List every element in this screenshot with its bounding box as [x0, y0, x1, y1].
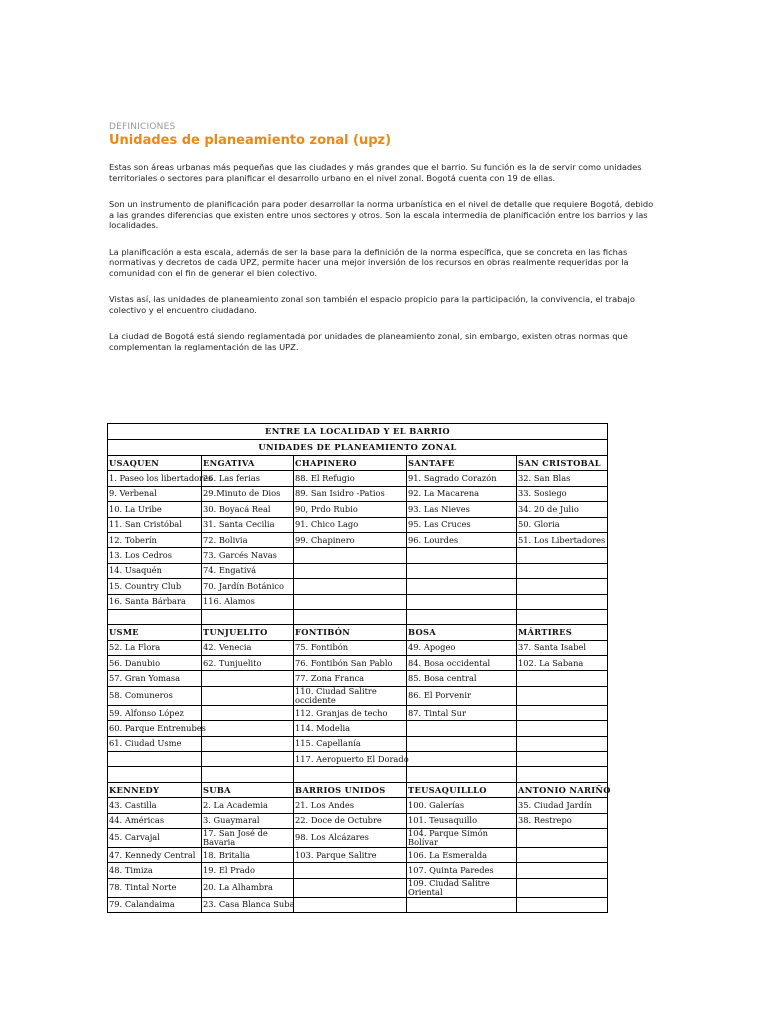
upz-cell: 56. Danubio	[108, 656, 202, 671]
spacer-row	[108, 767, 608, 782]
empty-cell	[294, 609, 407, 624]
upz-cell	[517, 579, 608, 594]
paragraph-5: La ciudad de Bogotá está siendo reglamentada por unidades de planeamiento zonal, sin embargo, existen otras normas que complementan la reglamentación de las UPZ.	[109, 331, 628, 352]
upz-cell: 116. Alamos	[202, 594, 294, 609]
upz-cell	[294, 579, 407, 594]
paragraph-2: Son un instrumento de planificación para poder desarrollar la norma urbanística en el nivel de detalle que requiere Bogotá, debido a las grandes diferencias que existen entre unos sectores y otros. Son la escala intermedia de planificación entre los barrios y las localidades.	[109, 199, 654, 230]
upz-cell: 20. La Alhambra	[202, 878, 294, 897]
upz-cell	[517, 594, 608, 609]
locality-header: BARRIOS UNIDOS	[294, 782, 407, 797]
upz-cell: 88. El Refugio	[294, 471, 407, 486]
table-row	[108, 594, 608, 609]
upz-cell: 115. Capellanía	[294, 736, 407, 751]
table-subtitle-row	[108, 440, 608, 456]
upz-cell	[407, 721, 517, 736]
upz-cell	[517, 721, 608, 736]
spacer-row	[108, 609, 608, 624]
locality-header-row	[108, 782, 608, 797]
empty-cell	[407, 767, 517, 782]
upz-cell	[517, 671, 608, 686]
upz-cell	[517, 752, 608, 767]
table-row	[108, 563, 608, 578]
upz-cell: 98. Los Alcázares	[294, 828, 407, 847]
table-row	[108, 705, 608, 720]
upz-cell: 112. Granjas de techo	[294, 705, 407, 720]
upz-cell: 91. Sagrado Corazón	[407, 471, 517, 486]
upz-cell	[517, 736, 608, 751]
locality-header: FONTIBÓN	[294, 625, 407, 640]
upz-cell	[517, 828, 608, 847]
upz-cell	[294, 878, 407, 897]
upz-cell: 96. Lourdes	[407, 532, 517, 547]
upz-cell	[517, 863, 608, 878]
upz-cell	[202, 721, 294, 736]
locality-header: SANTAFE	[407, 456, 517, 471]
upz-cell: 61. Ciudad Usme	[108, 736, 202, 751]
table-row	[108, 863, 608, 878]
upz-cell	[202, 671, 294, 686]
locality-header-row	[108, 456, 608, 471]
upz-cell	[407, 563, 517, 578]
upz-cell: 107. Quinta Paredes	[407, 863, 517, 878]
upz-cell: 102. La Sabana	[517, 656, 608, 671]
upz-cell: 26. Las ferias	[202, 471, 294, 486]
upz-cell	[202, 736, 294, 751]
upz-cell	[294, 594, 407, 609]
empty-cell	[108, 609, 202, 624]
table-row	[108, 640, 608, 655]
upz-cell: 117. Aeropuerto El Dorado	[294, 752, 407, 767]
table-row	[108, 671, 608, 686]
locality-header: KENNEDY	[108, 782, 202, 797]
table-row	[108, 828, 608, 847]
upz-cell: 92. La Macarena	[407, 486, 517, 501]
upz-cell: 74. Engativá	[202, 563, 294, 578]
paragraph-1: Estas son áreas urbanas más pequeñas que las ciudades y más grandes que el barrio. Su función es la de servir como unidades territoriales o sectores para planificar el desarrollo urbano en el nivel zonal. Bogotá cuenta con 19 de ellas.	[109, 162, 642, 183]
table-row	[108, 721, 608, 736]
upz-cell: 11. San Cristóbal	[108, 517, 202, 532]
upz-cell: 21. Los Andes	[294, 798, 407, 813]
empty-cell	[517, 609, 608, 624]
upz-table-body	[108, 424, 611, 913]
upz-cell: 70. Jardín Botánico	[202, 579, 294, 594]
table-row	[108, 736, 608, 751]
upz-cell	[108, 752, 202, 767]
upz-cell: 62. Tunjuelito	[202, 656, 294, 671]
upz-cell: 47. Kennedy Central	[108, 847, 202, 862]
locality-header: SAN CRISTOBAL	[517, 456, 608, 471]
upz-cell: 91. Chico Lago	[294, 517, 407, 532]
table-row	[108, 752, 608, 767]
upz-cell: 60. Parque Entrenubes	[108, 721, 202, 736]
locality-header: USME	[108, 625, 202, 640]
upz-cell: 43. Castilla	[108, 798, 202, 813]
page-title: Unidades de planeamiento zonal (upz)	[109, 133, 392, 148]
upz-cell: 23. Casa Blanca Suba	[202, 897, 294, 912]
table-row	[108, 847, 608, 862]
upz-cell: 18. Britalia	[202, 847, 294, 862]
upz-cell	[517, 705, 608, 720]
upz-cell	[294, 563, 407, 578]
upz-cell: 78. Tintal Norte	[108, 878, 202, 897]
empty-cell	[407, 609, 517, 624]
upz-cell: 89. San Isidro -Patios	[294, 486, 407, 501]
upz-cell: 106. La Esmeralda	[407, 847, 517, 862]
table-row	[108, 897, 608, 912]
upz-cell: 84. Bosa occidental	[407, 656, 517, 671]
upz-cell	[407, 579, 517, 594]
section-label: DEFINICIONES	[109, 122, 176, 132]
upz-cell: 30. Boyacá Real	[202, 502, 294, 517]
empty-cell	[294, 767, 407, 782]
upz-cell	[517, 548, 608, 563]
upz-cell	[294, 863, 407, 878]
upz-cell: 45. Carvajal	[108, 828, 202, 847]
paragraph-4: Vistas así, las unidades de planeamiento zonal son también el espacio propicio para la participación, la convivencia, el trabajo colectivo y el encuentro ciudadano.	[109, 294, 635, 315]
upz-cell: 12. Toberín	[108, 532, 202, 547]
upz-cell: 101. Teusaquillo	[407, 813, 517, 828]
upz-cell: 95. Las Cruces	[407, 517, 517, 532]
upz-cell: 15. Country Club	[108, 579, 202, 594]
upz-cell: 13. Los Cedros	[108, 548, 202, 563]
upz-cell: 73. Garcés Navas	[202, 548, 294, 563]
upz-cell: 29.Minuto de Dios	[202, 486, 294, 501]
upz-cell: 35. Ciudad Jardín	[517, 798, 608, 813]
upz-cell: 50. Gloria	[517, 517, 608, 532]
upz-cell: 16. Santa Bárbara	[108, 594, 202, 609]
paragraph-3: La planificación a esta escala, además de ser la base para la definición de la norma específica, que se concreta en las fichas normativas y decretos de cada UPZ, permite hacer una mejor inversión de los recursos en obras realmente requeridas por la comunidad con el fin de generar el bien colectivo.	[109, 246, 629, 278]
upz-cell: 72. Bolivia	[202, 532, 294, 547]
upz-cell	[407, 594, 517, 609]
locality-header: ANTONIO NARIÑO	[517, 782, 608, 797]
upz-cell: 104. Parque Simón Bolívar	[407, 828, 517, 847]
locality-header: BOSA	[407, 625, 517, 640]
upz-cell: 14. Usaquén	[108, 563, 202, 578]
upz-cell	[202, 752, 294, 767]
locality-header: ENGATIVA	[202, 456, 294, 471]
upz-cell	[407, 752, 517, 767]
upz-cell: 3. Guaymaral	[202, 813, 294, 828]
upz-cell: 52. La Flora	[108, 640, 202, 655]
upz-cell: 100. Galerías	[407, 798, 517, 813]
upz-cell: 33. Sosiego	[517, 486, 608, 501]
table-row	[108, 579, 608, 594]
empty-cell	[108, 767, 202, 782]
locality-header: TEUSAQUILLLO	[407, 782, 517, 797]
upz-cell: 48. Timiza	[108, 863, 202, 878]
upz-cell	[517, 563, 608, 578]
upz-cell: 42. Venecia	[202, 640, 294, 655]
table-row	[108, 878, 608, 897]
upz-cell: 2. La Academia	[202, 798, 294, 813]
table-subtitle: UNIDADES DE PLANEAMIENTO ZONAL	[108, 440, 608, 456]
upz-cell: 109. Ciudad Salitre Oriental	[407, 878, 517, 897]
upz-cell: 57. Gran Yomasa	[108, 671, 202, 686]
locality-header: TUNJUELITO	[202, 625, 294, 640]
table-row	[108, 686, 608, 705]
empty-cell	[517, 767, 608, 782]
upz-cell	[294, 548, 407, 563]
upz-cell: 51. Los Libertadores	[517, 532, 608, 547]
upz-cell: 77. Zona Franca	[294, 671, 407, 686]
locality-header: MÁRTIRES	[517, 625, 608, 640]
upz-cell	[517, 878, 608, 897]
table-row	[108, 798, 608, 813]
upz-cell: 22. Doce de Octubre	[294, 813, 407, 828]
table-title: ENTRE LA LOCALIDAD Y EL BARRIO	[108, 424, 608, 440]
upz-cell: 59. Alfonso López	[108, 705, 202, 720]
upz-cell: 85. Bosa central	[407, 671, 517, 686]
empty-cell	[202, 609, 294, 624]
upz-cell	[517, 897, 608, 912]
table-row	[108, 656, 608, 671]
upz-cell: 10. La Uribe	[108, 502, 202, 517]
table-row	[108, 486, 608, 501]
upz-table	[107, 423, 611, 913]
locality-header-row	[108, 625, 608, 640]
upz-cell	[294, 897, 407, 912]
upz-cell: 86. El Porvenir	[407, 686, 517, 705]
upz-cell: 44. Américas	[108, 813, 202, 828]
upz-cell: 49. Apogeo	[407, 640, 517, 655]
upz-cell: 93. Las Nieves	[407, 502, 517, 517]
upz-cell: 1. Paseo los libertadores	[108, 471, 202, 486]
upz-cell	[517, 686, 608, 705]
table-row	[108, 471, 608, 486]
upz-cell: 58. Comuneros	[108, 686, 202, 705]
upz-cell: 37. Santa Isabel	[517, 640, 608, 655]
upz-cell: 110. Ciudad Salitre occidente	[294, 686, 407, 705]
table-row	[108, 502, 608, 517]
upz-cell: 75. Fontibón	[294, 640, 407, 655]
upz-cell: 79. Calandaima	[108, 897, 202, 912]
upz-cell: 32. San Blas	[517, 471, 608, 486]
upz-cell: 31. Santa Cecilia	[202, 517, 294, 532]
upz-cell: 38. Restrepo	[517, 813, 608, 828]
upz-cell: 9. Verbenal	[108, 486, 202, 501]
empty-cell	[202, 767, 294, 782]
upz-cell: 99. Chapinero	[294, 532, 407, 547]
locality-header: CHAPINERO	[294, 456, 407, 471]
locality-header: SUBA	[202, 782, 294, 797]
upz-cell	[517, 847, 608, 862]
table-row	[108, 517, 608, 532]
upz-cell: 90, Prdo Rubio	[294, 502, 407, 517]
locality-header: USAQUEN	[108, 456, 202, 471]
upz-cell: 17. San José de Bavaria	[202, 828, 294, 847]
table-row	[108, 548, 608, 563]
upz-cell	[407, 897, 517, 912]
upz-cell: 34. 20 de Julio	[517, 502, 608, 517]
upz-cell	[202, 686, 294, 705]
upz-cell: 76. Fontibón San Pablo	[294, 656, 407, 671]
upz-cell: 103. Parque Salitre	[294, 847, 407, 862]
upz-cell	[407, 548, 517, 563]
table-row	[108, 532, 608, 547]
upz-cell	[407, 736, 517, 751]
table-title-row	[108, 424, 608, 440]
table-row	[108, 813, 608, 828]
upz-cell	[202, 705, 294, 720]
upz-cell: 87. Tintal Sur	[407, 705, 517, 720]
upz-cell: 19. El Prado	[202, 863, 294, 878]
upz-cell: 114. Modelia	[294, 721, 407, 736]
article	[109, 122, 654, 352]
